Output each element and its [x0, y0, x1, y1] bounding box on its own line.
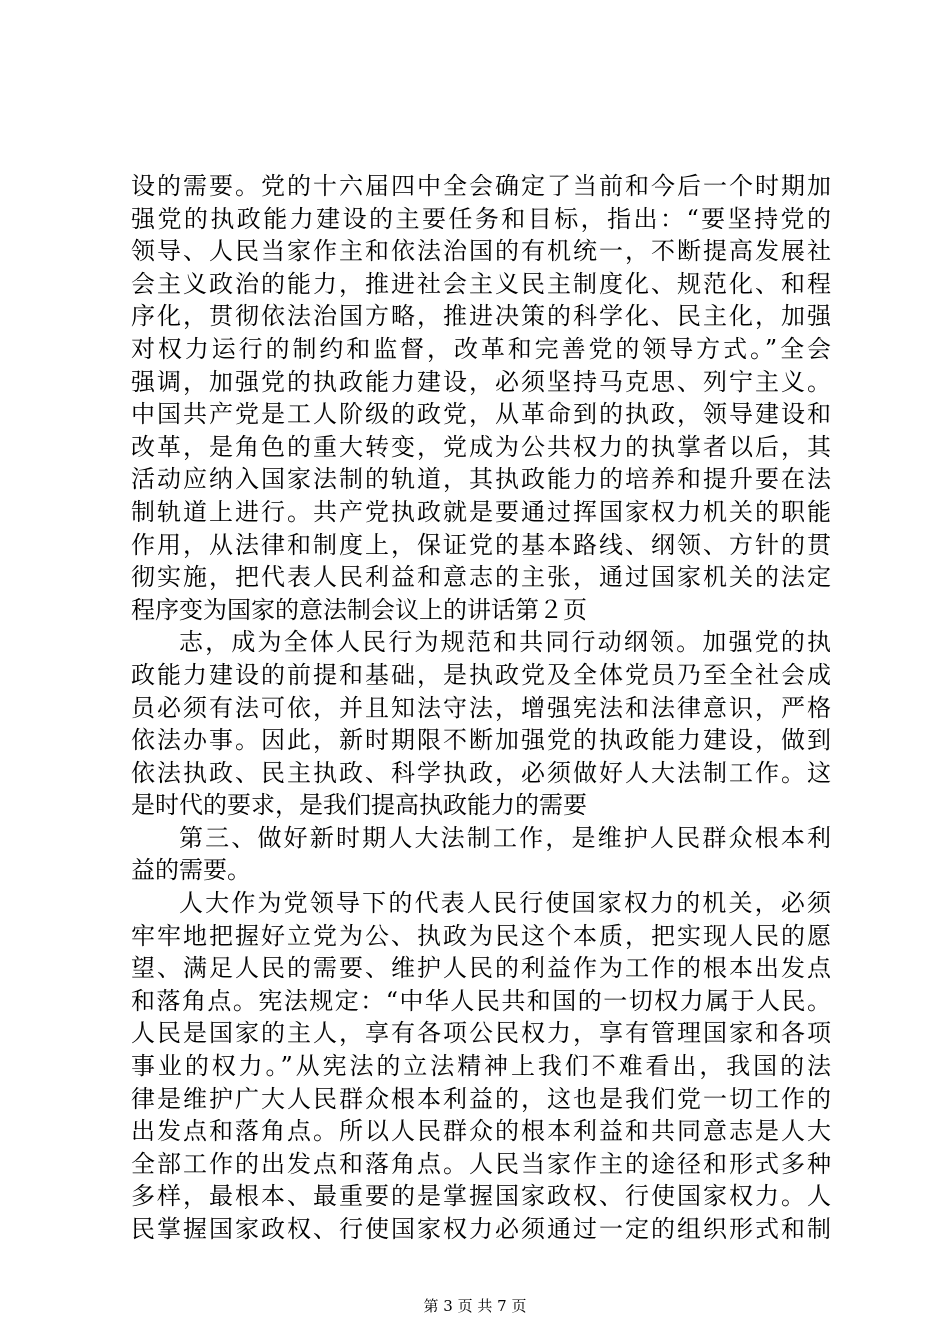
text-line: 人大作为党领导下的代表人民行使国家权力的机关，必须: [179, 889, 831, 918]
text-line: 会主义政治的能力，推进社会主义民主制度化、规范化、和程: [131, 269, 831, 298]
text-line: 中国共产党是工人阶级的政党，从革命到的执政，领导建设和: [131, 400, 831, 429]
text-line: 全部工作的出发点和落角点。人民当家作主的途径和形式多种: [131, 1149, 831, 1178]
text-line: 设的需要。党的十六届四中全会确定了当前和今后一个时期加: [131, 172, 831, 200]
text-line: 彻实施，把代表人民利益和意志的主张，通过国家机关的法定: [131, 563, 831, 592]
text-line: 律是维护广大人民群众根本利益的，这也是我们党一切工作的: [131, 1084, 831, 1113]
text-line: 是时代的要求，是我们提高执政能力的需要: [131, 791, 587, 820]
paragraph: [131, 626, 831, 822]
text-line: 志，成为全体人民行为规范和共同行动纲领。加强党的执: [179, 628, 831, 657]
text-line: 强党的执政能力建设的主要任务和目标，指出：“要坚持党的: [131, 204, 831, 233]
text-line: 改革，是角色的重大转变，党成为公共权力的执掌者以后，其: [131, 432, 831, 461]
text-line: 政能力建设的前提和基础，是执政党及全体党员乃至全社会成: [131, 660, 831, 689]
text-line: 作用，从法律和制度上，保证党的基本路线、纲领、方针的贯: [131, 530, 831, 559]
text-line: 员必须有法可依，并且知法守法，增强宪法和法律意识，严格: [131, 693, 831, 722]
paragraph: [131, 170, 831, 626]
text-line: 依法执政、民主执政、科学执政，必须做好人大法制工作。这: [131, 758, 831, 787]
text-line: 望、满足人民的需要、维护人民的利益作为工作的根本出发点: [131, 954, 831, 983]
text-line: 民掌握国家政权、行使国家权力必须通过一定的组织形式和制: [131, 1215, 831, 1243]
text-line: 牢牢地把握好立党为公、执政为民这个本质，把实现人民的愿: [131, 921, 831, 950]
text-line: 第三、做好新时期人大法制工作，是维护人民群众根本利: [179, 823, 831, 852]
paragraph: [131, 887, 831, 1246]
text-line: 强调，加强党的执政能力建设，必须坚持马克思、列宁主义。: [131, 367, 831, 396]
text-line: 出发点和落角点。所以人民群众的根本利益和共同意志是人大: [131, 1117, 831, 1146]
text-line: 和落角点。宪法规定：“中华人民共和国的一切权力属于人民。: [131, 986, 831, 1015]
text-line: 程序变为国家的意法制会议上的讲话第２页: [131, 595, 587, 624]
text-line: 序化，贯彻依法治国方略，推进决策的科学化、民主化，加强: [131, 302, 831, 331]
paragraph: [131, 822, 831, 887]
page-footer: 第 3 页 共 7 页: [423, 1297, 527, 1315]
text-line: 多样，最根本、最重要的是掌握国家政权、行使国家权力。人: [131, 1182, 831, 1211]
text-line: 依法办事。因此，新时期限不断加强党的执政能力建设，做到: [131, 726, 831, 755]
text-line: 制轨道上进行。共产党执政就是要通过挥国家权力机关的职能: [131, 497, 831, 526]
text-line: 对权力运行的制约和监督，改革和完善党的领导方式。”全会: [131, 334, 831, 363]
text-line: 活动应纳入国家法制的轨道，其执政能力的培养和提升要在法: [131, 465, 831, 494]
text-line: 人民是国家的主人，享有各项公民权力，享有管理国家和各项: [131, 1019, 831, 1048]
document-body: [131, 170, 831, 1246]
text-line: 事业的权力。”从宪法的立法精神上我们不难看出，我国的法: [131, 1052, 831, 1081]
text-line: 领导、人民当家作主和依法治国的有机统一，不断提高发展社: [131, 237, 831, 266]
text-line: 益的需要。: [131, 856, 251, 885]
